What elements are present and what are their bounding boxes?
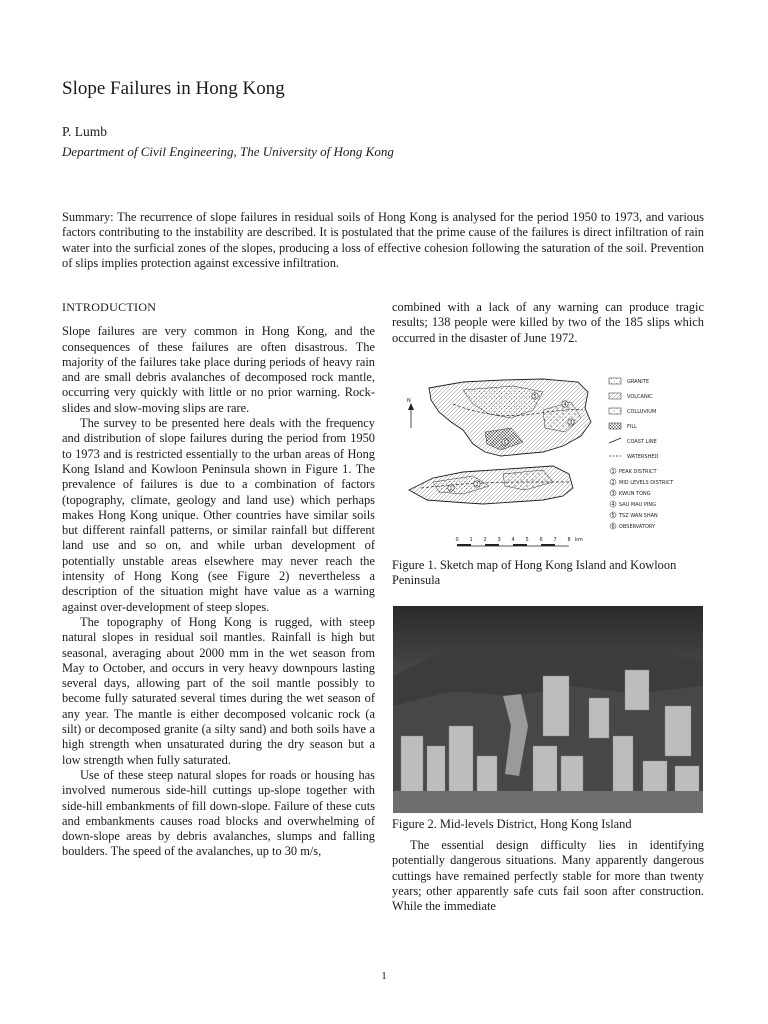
- scale-tick-label: 1: [469, 537, 473, 543]
- page-number: 1: [381, 970, 387, 982]
- figure-2-caption: Figure 2. Mid-levels District, Hong Kong Island: [392, 817, 632, 831]
- intro-paragraph-4: Use of these steep natural slopes for roads or housing has involved numerous side-hill cuttings up-slope together with side-hill embankments of fill down-slope. Failure of these cuts and embankments causes road blocks and overwhelming of down-slope areas by debris avalanches, slumps and falling boulders. The speed of the avalanches, up to 30 m/s,: [62, 767, 375, 859]
- legend-colluvium: COLLUVIUM: [627, 409, 657, 415]
- legend-granite: GRANITE: [627, 379, 649, 385]
- north-label: N: [407, 398, 411, 404]
- scale-tick-label: 6: [539, 537, 543, 543]
- scale-tick-label: 0: [455, 537, 459, 543]
- svg-text:3: 3: [611, 491, 615, 497]
- svg-text:5: 5: [533, 394, 537, 400]
- right-column-top: [392, 300, 704, 346]
- legend-volcanic: VOLCANIC: [627, 394, 653, 400]
- section-heading-introduction: INTRODUCTION: [62, 300, 157, 314]
- intro-paragraph-1: Slope failures are very common in Hong Kong, and the consequences of these failures are often disastrous. The majority of the failures take place during periods of heavy rain and are small debris avalanches of decomposed rock mantle, occurring very quickly with little or no prior warning. Rock-slides and slow-moving slips are rare.: [62, 324, 375, 415]
- scale-tick-label: 5: [525, 537, 529, 543]
- svg-text:6: 6: [611, 524, 615, 530]
- intro-paragraph-2: The survey to be presented here deals with the frequency and distribution of slope failures during the period from 1950 to 1973 and is restricted essentially to the urban areas of Hong Kong Island and Kowloon Peninsula shown in Figure 1. The prevalence of failures is due to a combination of factors (topography, climate, geology and land use) which perhaps makes Hong Kong unique. Other countries have similar soils but different rainfall patterns, or similar rainfall but different land use and so on, and while urban development of potentially unstable areas elsewhere may never reach the intensity of Hong Kong (see Figure 2) nevertheless a description of the situation might have value as a warning against over-development of steep slopes.: [62, 416, 375, 614]
- scale-tick-label: 2: [483, 537, 487, 543]
- svg-text:PEAK DISTRICT: PEAK DISTRICT: [619, 469, 657, 475]
- left-column: [62, 300, 375, 860]
- figure-2-photograph: [393, 606, 703, 813]
- scale-bar: [456, 537, 583, 546]
- legend-districts: [610, 468, 674, 530]
- svg-text:MID LEVELS DISTRICT: MID LEVELS DISTRICT: [619, 480, 674, 486]
- svg-text:6: 6: [503, 440, 507, 446]
- kowloon-peninsula-map: [429, 379, 591, 456]
- svg-text:1: 1: [449, 486, 453, 492]
- svg-text:OBSERVATORY: OBSERVATORY: [619, 524, 656, 530]
- scale-unit-label: km: [575, 537, 583, 543]
- svg-text:4: 4: [563, 402, 567, 408]
- svg-text:SAU MAU PING: SAU MAU PING: [619, 502, 657, 508]
- svg-text:4: 4: [611, 502, 615, 508]
- author-name: P. Lumb: [62, 124, 108, 139]
- summary-paragraph: Summary: The recurrence of slope failures in residual soils of Hong Kong is analysed for the period 1950 to 1973, and various factors contributing to the instability are described. It is postulated that the prime cause of the failures is direct infiltration of rain water into the surficial zones of the slopes, producing a loss of effective cohesion following the saturation of the soil. Prevention of slips implies protection against excessive infiltration.: [62, 210, 704, 270]
- scale-tick-label: 4: [511, 537, 515, 543]
- paper-title: Slope Failures in Hong Kong: [62, 78, 285, 99]
- right-column-bottom: [392, 838, 704, 914]
- north-arrow-icon: [408, 403, 414, 428]
- svg-text:5: 5: [611, 513, 615, 519]
- intro-paragraph-5: combined with a lack of any warning can produce tragic results; 138 people were killed by two of the 185 slips which occurred in the disaster of June 1972.: [392, 300, 704, 345]
- section-2-paragraph-1: The essential design difficulty lies in identifying potentially dangerous situations. Many apparently dangerous cuttings have remained perfectly stable for more than twenty years; other apparently safe cuts fail soon after construction. While the immediate: [392, 838, 704, 914]
- legend-watershed: WATERSHED: [627, 454, 659, 460]
- svg-text:KWUN TONG: KWUN TONG: [619, 491, 651, 497]
- svg-text:2: 2: [475, 482, 479, 488]
- map-legend: [609, 378, 674, 530]
- intro-paragraph-3: The topography of Hong Kong is rugged, with steep natural slopes in residual soil mantles. Rainfall is high but seasonal, averaging about 2000 mm in the wet season from May to October, and occurs in very heavy downpours lasting several days, allowing part of the soil mantle possibly to become fully saturated several times during the wet season of any year. The mantle is either decomposed volcanic rock (a silt) or decomposed granite (a silty sand) and both soils have a high strength when unsaturated during the dry season but a low strength when fully saturated.: [62, 614, 375, 767]
- svg-text:TSZ WAN SHAN: TSZ WAN SHAN: [619, 513, 658, 519]
- legend-coast-line: COAST LINE: [627, 439, 657, 445]
- svg-text:3: 3: [569, 420, 573, 426]
- legend-fill: FILL: [627, 424, 637, 430]
- scale-tick-label: 7: [553, 537, 557, 543]
- svg-text:2: 2: [611, 480, 615, 486]
- scale-tick-label: 8: [567, 537, 571, 543]
- scale-tick-label: 3: [497, 537, 501, 543]
- figure-1-caption: Figure 1. Sketch map of Hong Kong Island and Kowloon Peninsula: [392, 558, 677, 588]
- author-affiliation: Department of Civil Engineering, The University of Hong Kong: [62, 144, 394, 159]
- svg-text:1: 1: [611, 469, 615, 475]
- figure-1-sketch-map: [393, 370, 705, 556]
- hong-kong-island-map: [409, 466, 573, 504]
